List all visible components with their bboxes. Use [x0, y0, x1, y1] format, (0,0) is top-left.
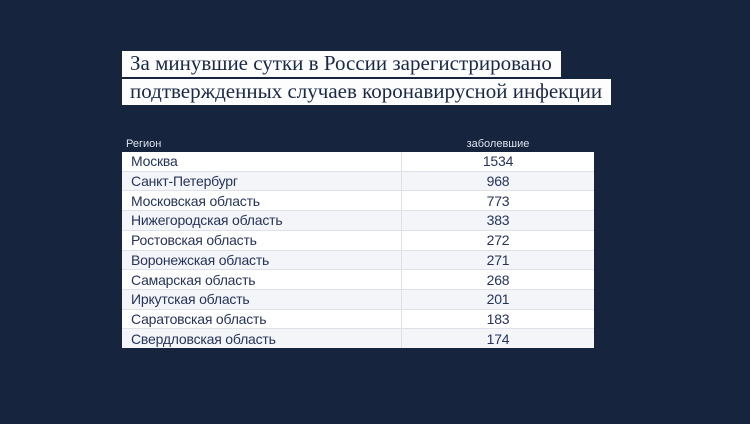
region-cell: Нижегородская область — [122, 211, 402, 230]
cases-cell: 968 — [486, 173, 510, 190]
region-cell: Санкт-Петербург — [122, 172, 402, 191]
cases-cell: 1534 — [482, 153, 514, 170]
region-cell: Свердловская область — [122, 329, 402, 348]
title-line-1: За минувшие сутки в России зарегистрировано — [122, 51, 561, 77]
region-cell: Воронежская область — [122, 251, 402, 270]
region-cell: Москва — [122, 152, 402, 171]
table-row — [122, 309, 594, 329]
table-row — [122, 289, 594, 309]
region-cell: Иркутская область — [122, 290, 402, 309]
cases-column-header: заболевшие — [466, 138, 530, 150]
table-row — [122, 171, 594, 191]
cases-cell: 201 — [486, 291, 510, 308]
region-cell: Ростовская область — [122, 231, 402, 250]
table-row — [122, 152, 594, 171]
region-cell: Самарская область — [122, 270, 402, 289]
cases-cell: 272 — [486, 232, 510, 249]
table-row — [122, 190, 594, 210]
region-cell: Московская область — [122, 191, 402, 210]
table-row — [122, 230, 594, 250]
table-row — [122, 250, 594, 270]
cases-cell: 773 — [486, 192, 510, 209]
table-row — [122, 210, 594, 230]
cases-cell: 183 — [486, 310, 510, 327]
table-row — [122, 328, 594, 348]
table-row — [122, 269, 594, 289]
region-cell: Саратовская область — [122, 310, 402, 329]
title-line-2: подтвержденных случаев коронавирусной инфекции — [122, 79, 611, 105]
cases-cell: 174 — [486, 330, 510, 347]
cases-cell: 268 — [486, 271, 510, 288]
cases-table — [122, 152, 594, 348]
region-column-header: Регион — [126, 138, 162, 150]
cases-cell: 383 — [486, 212, 510, 229]
cases-cell: 271 — [486, 251, 510, 268]
table-header — [122, 136, 594, 152]
title-block — [122, 51, 611, 107]
